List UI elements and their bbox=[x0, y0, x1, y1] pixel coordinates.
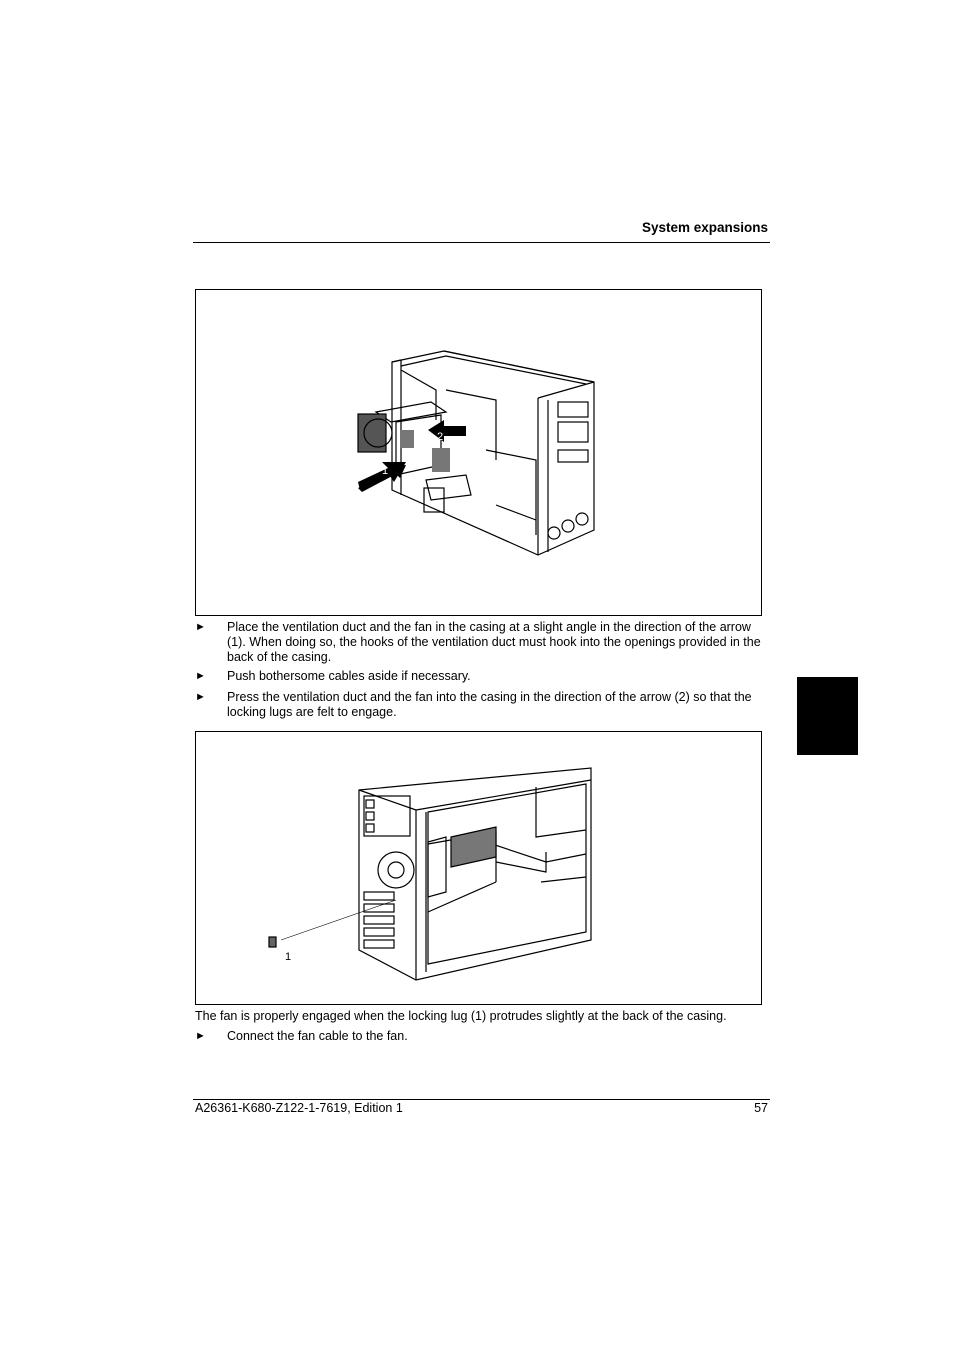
document-id: A26361-K680-Z122-1-7619, Edition 1 bbox=[195, 1101, 403, 1115]
footer-rule bbox=[193, 1099, 770, 1100]
step-text: Connect the fan cable to the fan. bbox=[227, 1029, 408, 1043]
figure-locking-lug bbox=[195, 731, 762, 1005]
step-item bbox=[195, 669, 765, 684]
step-text: Press the ventilation duct and the fan into the casing in the direction of the arrow (2) so that the locking lugs are felt to engage. bbox=[227, 690, 752, 719]
callout-1: 1 bbox=[285, 951, 292, 963]
tower-casing-illustration-1 bbox=[196, 290, 763, 617]
step-text: Push bothersome cables aside if necessary. bbox=[227, 669, 471, 683]
bullet-arrow-icon: ► bbox=[195, 1030, 206, 1042]
step-item bbox=[195, 690, 765, 720]
callout-2: 2 bbox=[437, 431, 444, 443]
chapter-thumb-tab bbox=[797, 677, 858, 755]
page-number: 57 bbox=[754, 1101, 768, 1115]
figure-fan-insertion bbox=[195, 289, 762, 616]
step-item bbox=[195, 1029, 765, 1044]
bullet-arrow-icon: ► bbox=[195, 670, 206, 682]
body-paragraph: The fan is properly engaged when the locking lug (1) protrudes slightly at the back of the casing. bbox=[195, 1009, 727, 1023]
section-title: System expansions bbox=[641, 220, 768, 235]
bullet-arrow-icon: ► bbox=[195, 621, 206, 633]
header-rule bbox=[193, 242, 770, 243]
bullet-arrow-icon: ► bbox=[195, 691, 206, 703]
step-text: Place the ventilation duct and the fan in the casing at a slight angle in the direction of the arrow (1). When doing so, the hooks of the ventilation duct must hook into the openings provided in the back of the casing. bbox=[227, 620, 761, 664]
callout-1: 1 bbox=[382, 465, 389, 477]
step-item bbox=[195, 620, 765, 665]
tower-casing-illustration-2 bbox=[196, 732, 763, 1006]
